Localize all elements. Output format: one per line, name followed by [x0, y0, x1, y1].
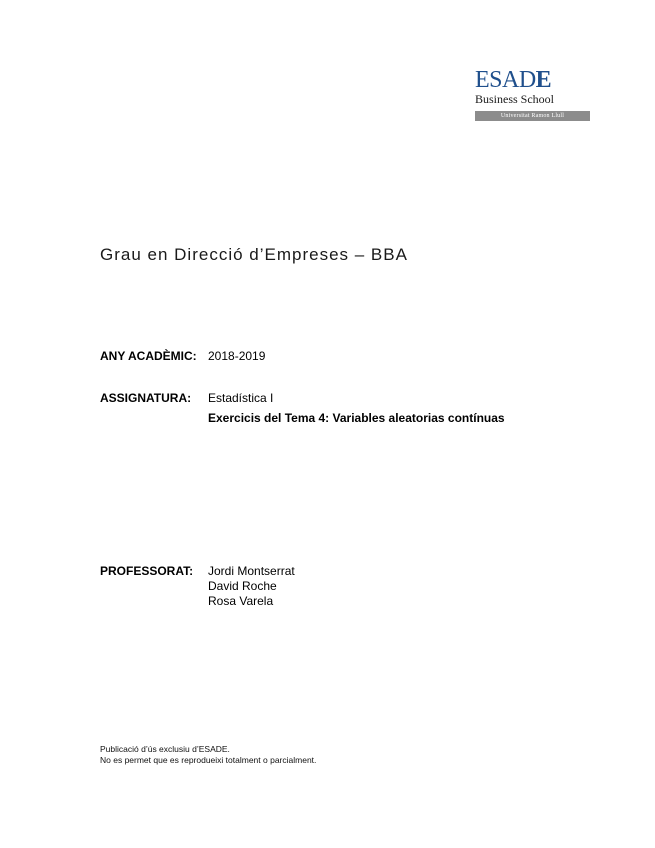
- faculty-member: Rosa Varela: [208, 594, 274, 608]
- logo-university-bar: Universitat Ramon Llull: [475, 111, 590, 121]
- logo-brand-light: ESAD: [475, 67, 536, 93]
- subject-exercises: Exercicis del Tema 4: Variables aleatorias contínuas: [208, 411, 505, 425]
- logo-brand-bold: E: [535, 67, 552, 93]
- academic-year-value: 2018-2019: [208, 349, 266, 363]
- page-title: Grau en Direcció d’Empreses – BBA: [100, 245, 408, 264]
- logo-subtitle: Business School: [475, 92, 555, 106]
- footer-line-2: No es permet que es reprodueixi totalment o parcialment.: [100, 755, 317, 765]
- footer-line-1: Publicació d’ús exclusiu d’ESADE.: [100, 744, 230, 754]
- logo-wordmark: [475, 68, 590, 92]
- footer-notice: [100, 744, 316, 766]
- subject-label: ASSIGNATURA:: [100, 391, 192, 405]
- subject-name: Estadística I: [208, 391, 274, 405]
- faculty-member: David Roche: [208, 579, 277, 593]
- academic-year-label: ANY ACADÈMIC:: [100, 349, 197, 363]
- faculty-list: [208, 564, 295, 609]
- esade-logo: [475, 68, 590, 121]
- faculty-label: PROFESSORAT:: [100, 564, 194, 578]
- subject-values: [208, 391, 505, 426]
- faculty-member: Jordi Montserrat: [208, 564, 295, 578]
